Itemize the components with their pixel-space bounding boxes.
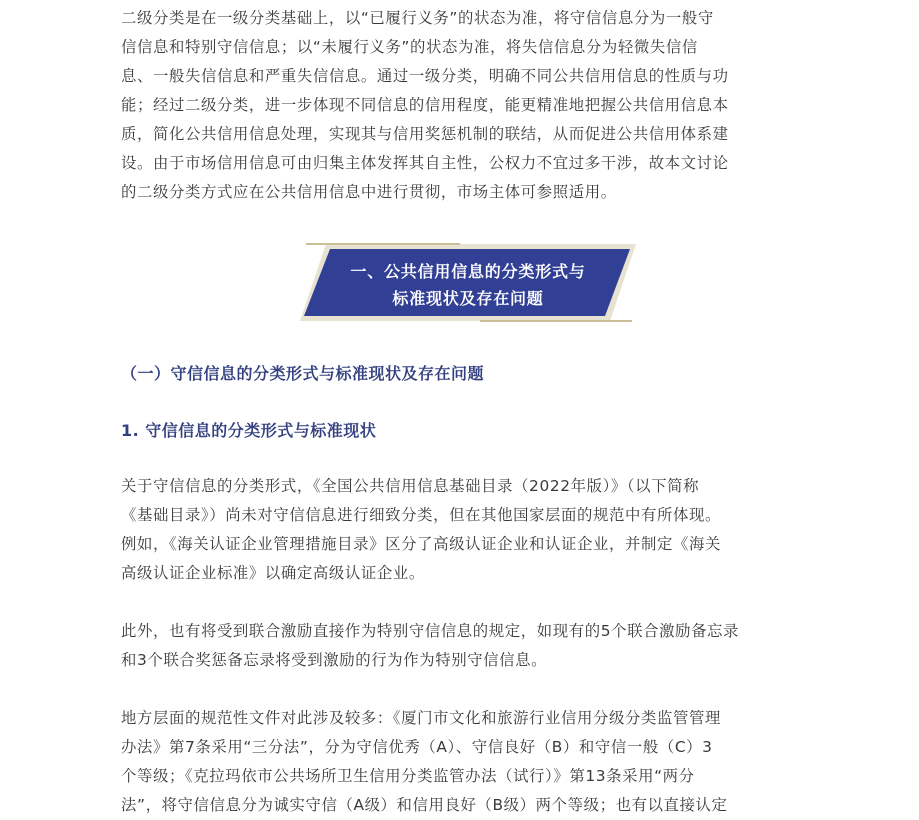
- paragraph-line: 《基础目录》）尚未对守信信息进行细致分类，但在其他国家层面的规范中有所体现。: [121, 506, 721, 524]
- intro-line: 设。由于市场信用信息可由归集主体发挥其自主性，公权力不宜过多干涉，故本文讨论: [121, 154, 729, 172]
- paragraph-line: 办法》第7条采用“三分法”，分为守信优秀（A）、守信良好（B）和守信一般（C）3: [121, 738, 713, 756]
- section-title-line1: 一、公共信用信息的分类形式与: [350, 262, 586, 281]
- intro-line: 的二级分类方式应在公共信用信息中进行贯彻，市场主体可参照适用。: [121, 183, 617, 201]
- intro-line: 信信息和特别守信信息；以“未履行义务”的状态为准，将失信信息分为轻微失信信: [121, 38, 698, 56]
- paragraph-line: 法”，将守信信息分为诚实守信（A级）和信用良好（B级）两个等级；也有以直接认定: [121, 796, 728, 814]
- intro-line: 质，简化公共信用信息处理，实现其与信用奖惩机制的联结，从而促进公共信用体系建: [121, 125, 729, 143]
- paragraph-line: 地方层面的规范性文件对此涉及较多：《厦门市文化和旅游行业信用分级分类监管管理: [121, 709, 721, 727]
- paragraph-line: 个等级；《克拉玛依市公共场所卫生信用分类监管办法（试行）》第13条采用“两分: [121, 767, 695, 785]
- section-title-line2: 标准现状及存在问题: [392, 289, 544, 308]
- paragraph-1: [121, 472, 801, 588]
- paragraph-2: [121, 617, 801, 675]
- intro-line: 二级分类是在一级分类基础上，以“已履行义务”的状态为准，将守信信息分为一般守: [121, 9, 714, 27]
- intro-line: 息、一般失信信息和严重失信信息。通过一级分类，明确不同公共信用信息的性质与功: [121, 67, 729, 85]
- paragraph-line: 关于守信信息的分类形式，《全国公共信用信息基础目录（2022年版）》（以下简称: [121, 477, 700, 495]
- subheading-level2: 1. 守信信息的分类形式与标准现状: [121, 421, 377, 440]
- section-banner: [300, 241, 636, 323]
- paragraph-line: 和3个联合奖惩备忘录将受到激励的行为作为特别守信信息。: [121, 651, 548, 669]
- subheading-level1: （一）守信信息的分类形式与标准现状及存在问题: [121, 364, 485, 383]
- paragraph-line: 高级认证企业标准》以确定高级认证企业。: [121, 564, 425, 582]
- paragraph-line: 此外，也有将受到联合激励直接作为特别守信信息的规定，如现有的5个联合激励备忘录: [121, 622, 740, 640]
- intro-paragraph: [121, 4, 801, 207]
- section-title: [300, 258, 636, 312]
- paragraph-line: 例如，《海关认证企业管理措施目录》区分了高级认证企业和认证企业，并制定《海关: [121, 535, 721, 553]
- intro-line: 能；经过二级分类，进一步体现不同信息的信用程度，能更精准地把握公共信用信息本: [121, 96, 729, 114]
- paragraph-3: [121, 704, 801, 820]
